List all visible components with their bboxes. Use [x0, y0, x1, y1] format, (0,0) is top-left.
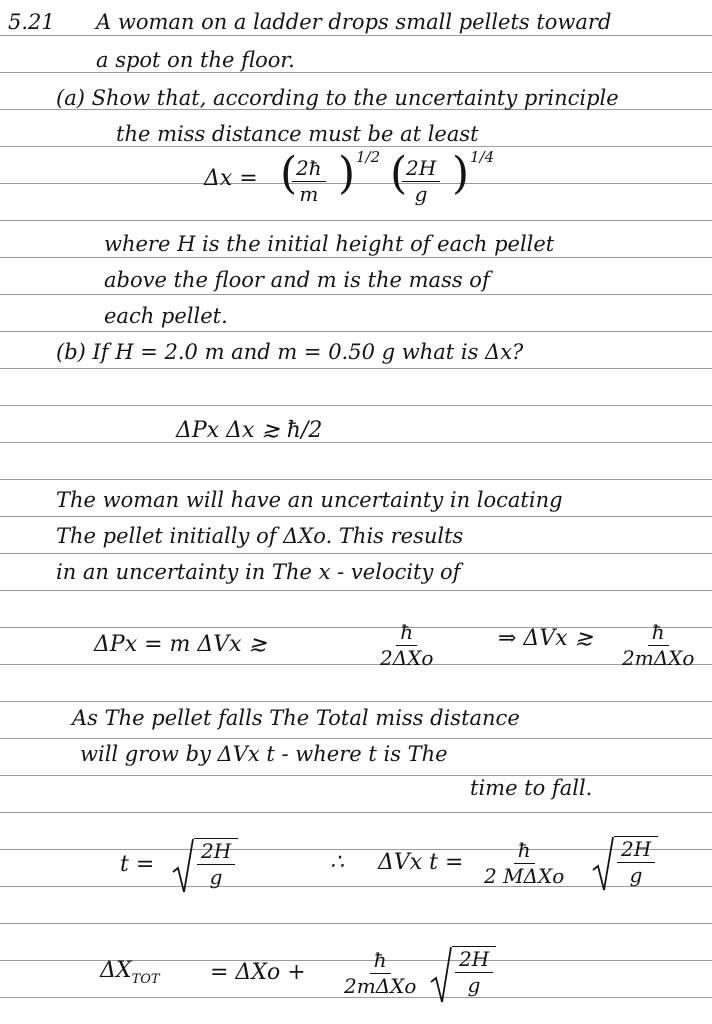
part-b-line: (b) If H = 2.0 m and m = 0.50 g what is Δx? — [56, 340, 524, 364]
dvt-sqrt — [592, 836, 658, 892]
dvt-radicand-denominator: g — [629, 863, 643, 887]
dvt-denominator: 2 MΔXo — [484, 864, 565, 888]
dvt-radicand-numerator: 2H — [617, 839, 655, 863]
eq1-fraction — [376, 622, 437, 669]
paren-close-1: ) — [338, 148, 356, 199]
total-fraction — [340, 950, 420, 997]
dvt-lhs: ΔVx t = — [378, 850, 464, 875]
total-denominator: 2mΔXo — [344, 974, 417, 998]
para2-line-1: As The pellet falls The Total miss distance — [72, 706, 520, 730]
t-radicand-denominator: g — [209, 865, 223, 889]
eq1-lhs: ΔPx = m ΔVx ≳ — [94, 632, 267, 657]
radical-sign-icon — [430, 946, 452, 1004]
radical-sign-icon — [172, 838, 194, 894]
radical-sign-icon — [592, 836, 614, 892]
intro-line-1: A woman on a ladder drops small pellets toward — [96, 10, 612, 34]
para1-line-2: The pellet initially of ΔXo. This results — [56, 524, 464, 548]
dvt-fraction — [480, 840, 568, 887]
eq1-denominator: 2ΔXo — [380, 646, 434, 670]
total-sqrt — [430, 946, 496, 1004]
problem-number: 5.21 — [8, 10, 55, 34]
para1-line-3: in an uncertainty in The x - velocity of — [56, 560, 461, 584]
formula-lhs: Δx = — [204, 166, 258, 191]
fraction-1-numerator: 2ħ — [292, 158, 326, 182]
t-sqrt — [172, 838, 238, 894]
eq1-numerator: ħ — [396, 622, 417, 646]
total-numerator: ħ — [370, 950, 391, 974]
eq1-denominator-2: 2mΔXo — [622, 646, 695, 670]
fraction-2-numerator: 2H — [402, 158, 440, 182]
fraction-2-denominator: g — [414, 182, 428, 206]
dvt-numerator: ħ — [514, 840, 535, 864]
where-line-1: where H is the initial height of each pellet — [104, 232, 555, 256]
paren-open-2: ( — [390, 148, 408, 199]
total-radicand-denominator: g — [467, 973, 481, 997]
total-subscript: TOT — [131, 972, 160, 987]
formula-fraction-1 — [292, 158, 326, 205]
paren-open-1: ( — [280, 148, 298, 199]
total-lhs-symbol: ΔX — [100, 958, 132, 983]
eq1-implies: ⇒ ΔVx ≳ — [498, 626, 594, 651]
where-line-3: each pellet. — [104, 304, 228, 328]
paren-close-2: ) — [452, 148, 470, 199]
t-radicand — [194, 838, 238, 894]
intro-line-2: a spot on the floor. — [96, 48, 295, 72]
therefore-symbol: ∴ — [330, 850, 344, 875]
para1-line-1: The woman will have an uncertainty in locating — [56, 488, 563, 512]
where-line-2: above the floor and m is the mass of — [104, 268, 490, 292]
fraction-1-denominator: m — [299, 182, 319, 206]
para2-line-2: will grow by ΔVx t - where t is The — [80, 742, 448, 766]
exponent-2: 1/4 — [470, 148, 495, 166]
uncertainty-relation: ΔPx Δx ≳ ħ/2 — [176, 418, 323, 443]
t-radicand-numerator: 2H — [197, 841, 235, 865]
total-mid: = ΔXo + — [210, 960, 306, 985]
exponent-1: 1/2 — [356, 148, 381, 166]
eq1-fraction-2 — [618, 622, 698, 669]
t-lhs: t = — [120, 852, 155, 877]
formula-fraction-2 — [402, 158, 440, 205]
part-a-line-2: the miss distance must be at least — [116, 122, 479, 146]
para2-line-3: time to fall. — [470, 776, 593, 800]
part-a-line-1: (a) Show that, according to the uncertainty principle — [56, 86, 619, 110]
total-lhs — [100, 960, 160, 986]
total-radicand-numerator: 2H — [455, 949, 493, 973]
dvt-radicand — [614, 836, 658, 892]
eq1-numerator-2: ħ — [648, 622, 669, 646]
total-radicand — [452, 946, 496, 1004]
